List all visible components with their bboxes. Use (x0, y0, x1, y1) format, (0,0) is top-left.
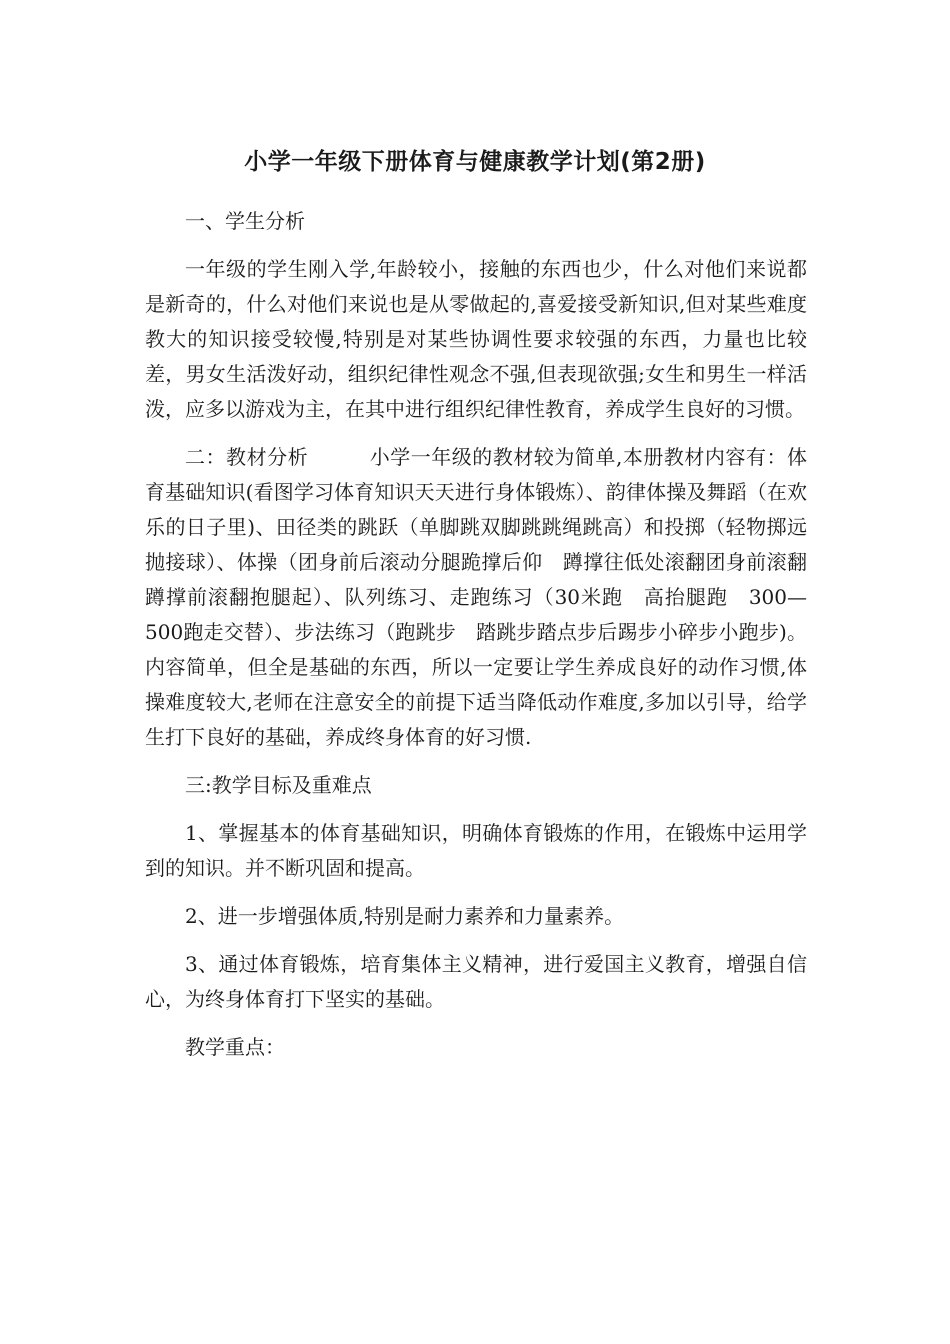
goal-item-1: 1、掌握基本的体育基础知识，明确体育锻炼的作用，在锻炼中运用学到的知识。并不断巩固和提高。 (145, 821, 807, 880)
document-title: 小学一年级下册体育与健康教学计划(第2册) (244, 149, 706, 175)
goal-item-2: 2、进一步增强体质,特别是耐力素养和力量素养。 (185, 904, 625, 928)
document-body (145, 204, 807, 1078)
goal-item-3: 3、通过体育锻炼，培育集体主义精神，进行爱国主义教育，增强自信心，为终身体育打下坚实的基础。 (145, 952, 807, 1011)
section-heading-teaching-focus: 教学重点： (185, 1035, 285, 1059)
paragraph-student-analysis: 一年级的学生刚入学,年龄较小，接触的东西也少，什么对他们来说都是新奇的，什么对他们来说也是从零做起的,喜爱接受新知识,但对某些难度教大的知识接受较慢,特别是对某些协调性要求较强的东西，力量也比较差，男女生活泼好动，组织纪律性观念不强,但表现欲强;女生和男生一样活泼，应多以游戏为主，在其中进行组织纪律性教育，养成学生良好的习惯。 (145, 257, 807, 421)
paragraph-textbook-analysis: 二：教材分析 小学一年级的教材较为简单,本册教材内容有：体育基础知识(看图学习体育知识天天进行身体锻炼）、韵律体操及舞蹈（在欢乐的日子里)、田径类的跳跃（单脚跳双脚跳跳绳跳高）和投掷（轻物掷远抛接球）、体操（团身前后滚动分腿跪撑后仰 蹲撑往低处滚翻团身前滚翻蹲撑前滚翻抱腿起）、队列练习、走跑练习（30米跑 高抬腿跑 300—500跑走交替）、步法练习（跑跳步 踏跳步踏点步后踢步小碎步小跑步)。内容简单，但全是基础的东西，所以一定要让学生养成良好的动作习惯,体操难度较大,老师在注意安全的前提下适当降低动作难度,多加以引导，给学生打下良好的基础，养成终身体育的好习惯. (145, 445, 807, 749)
section-heading-student-analysis: 一、学生分析 (185, 209, 305, 233)
section-heading-teaching-goals: 三:教学目标及重难点 (185, 773, 372, 797)
